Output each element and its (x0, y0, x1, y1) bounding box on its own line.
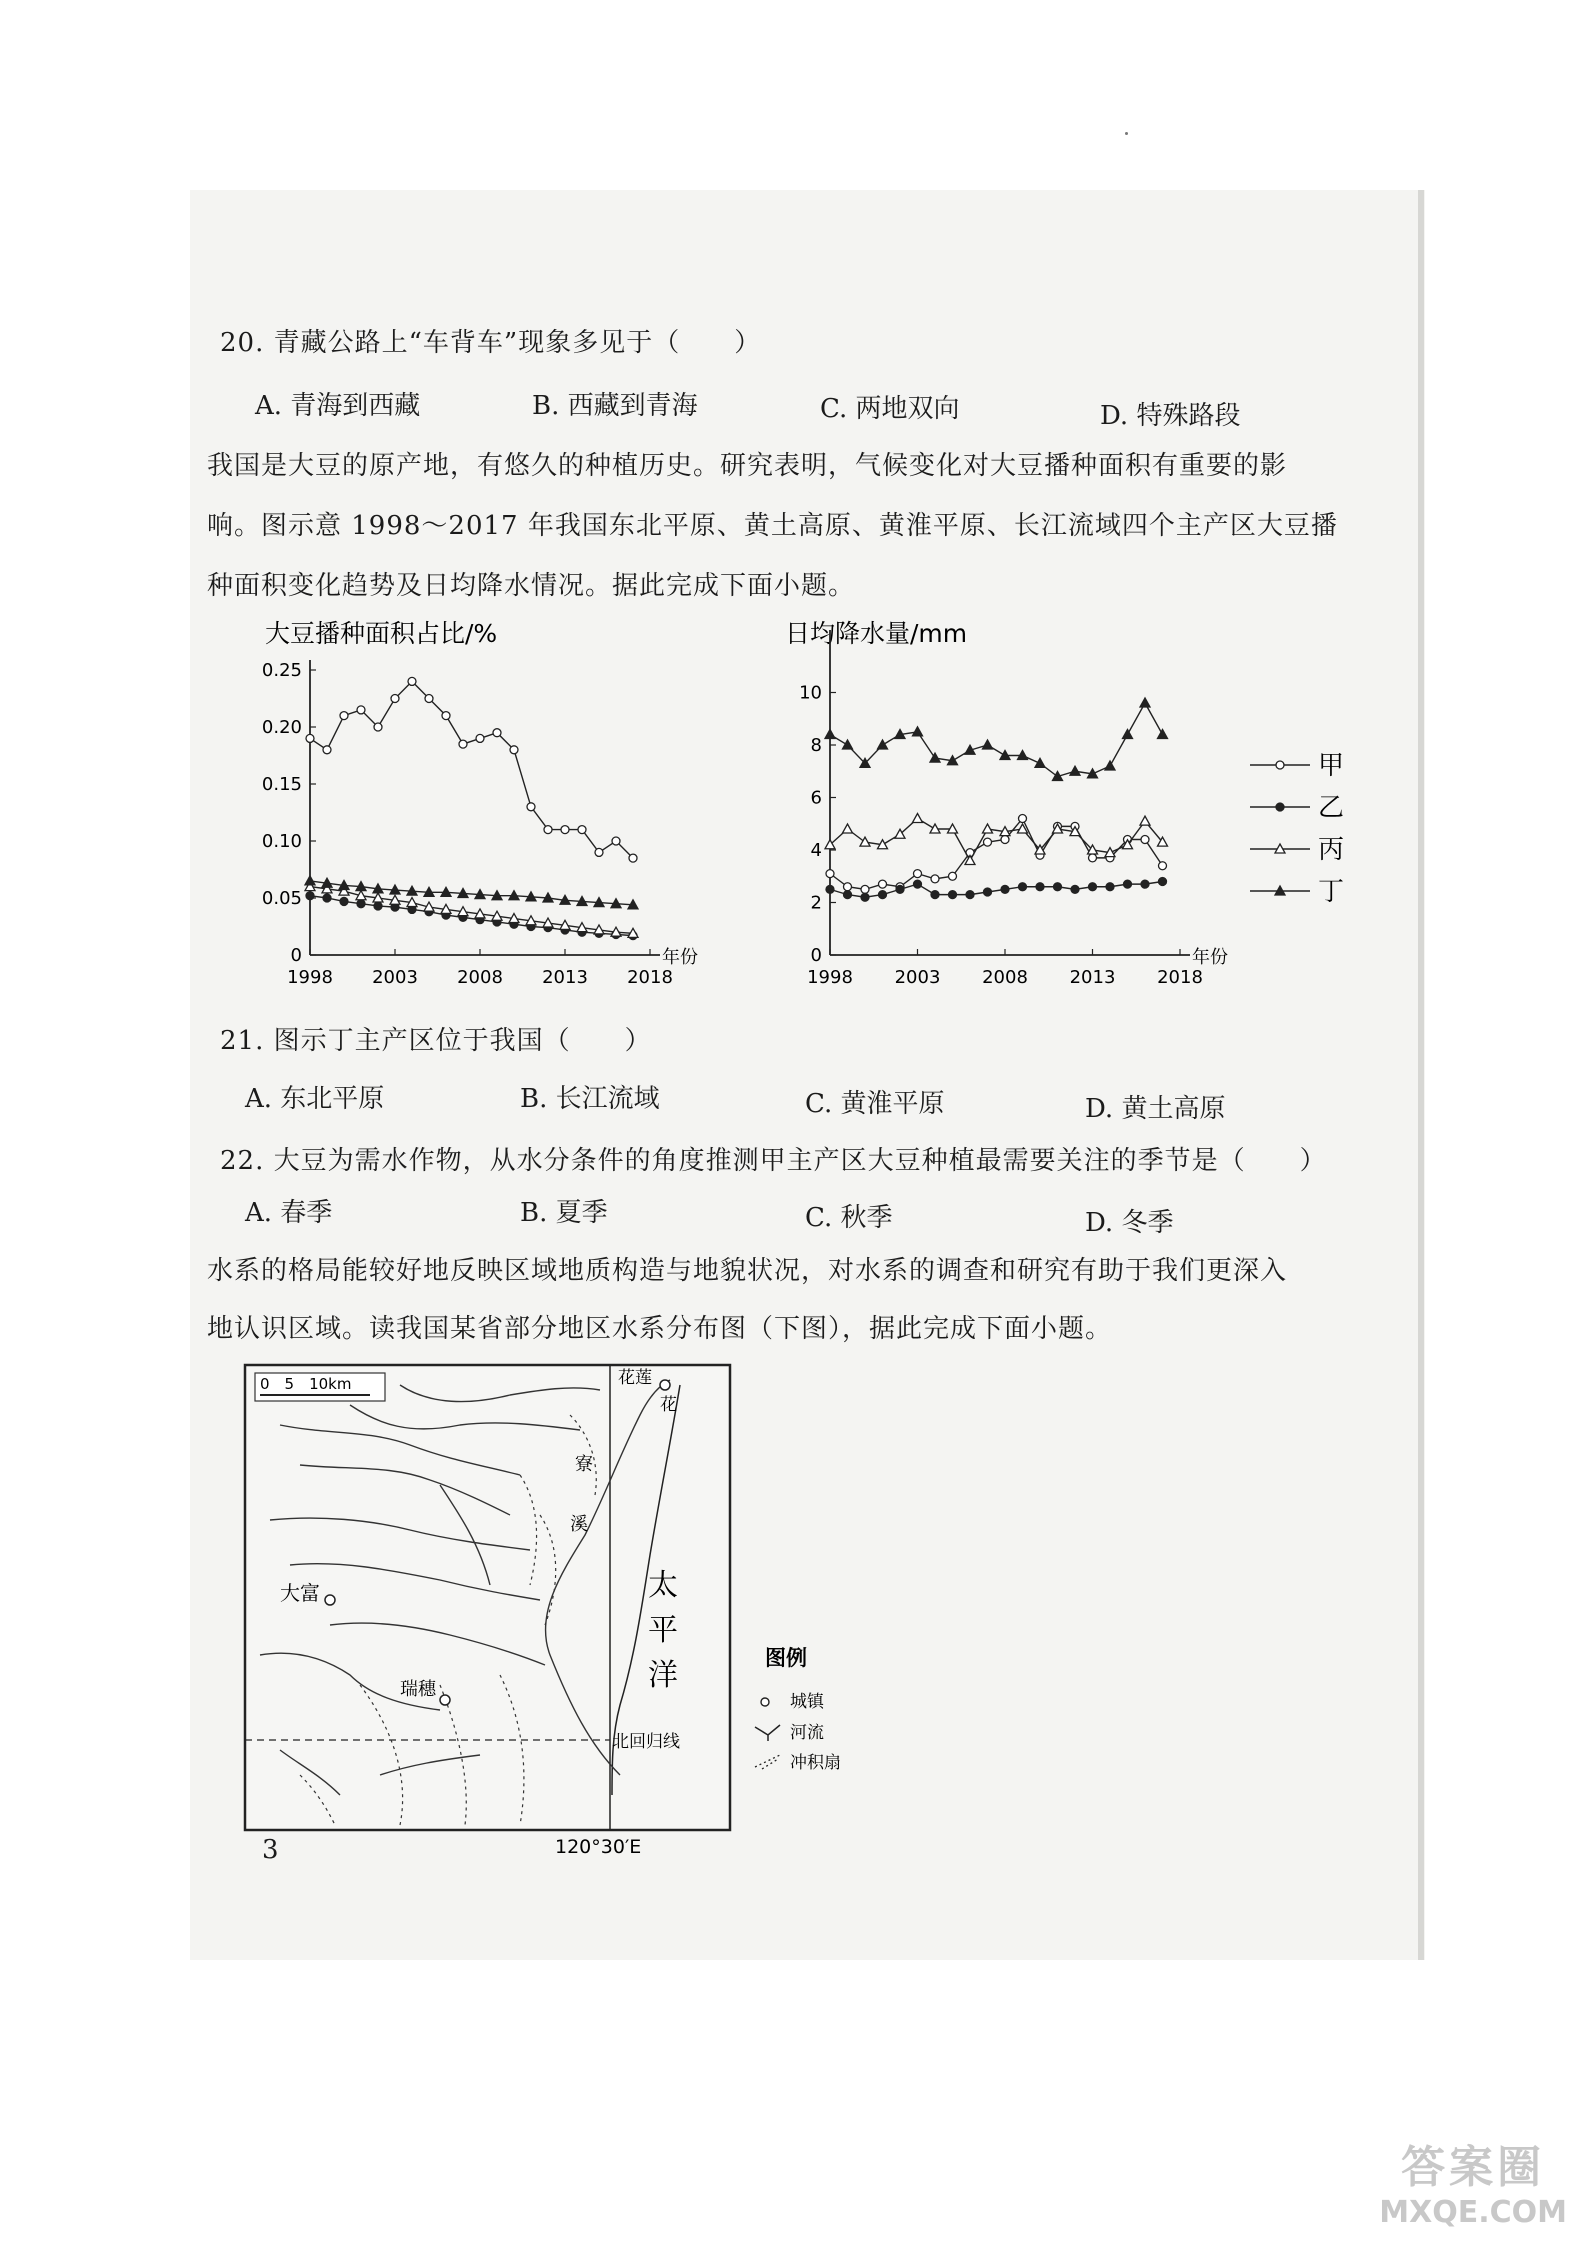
label-ping: 平 (648, 1613, 678, 1648)
chart-precipitation-svg (770, 610, 1410, 990)
chart1-x-tick-label: 2013 (542, 967, 588, 988)
chart2-series-3-point (1140, 698, 1150, 707)
chart1-title: 大豆播种面积占比/% (265, 619, 498, 648)
legend-river-label: 河流 (790, 1723, 824, 1743)
chart1-series-0-point (476, 734, 484, 742)
chart1-series-0-point (595, 848, 603, 856)
q21-option-c[interactable]: C. 黄淮平原 (805, 1089, 945, 1119)
chart2-x-tick-label: 1998 (807, 967, 853, 988)
chart2-series-1-point (844, 891, 852, 899)
chart1-y-tick-label: 0.25 (261, 660, 302, 681)
chart2-series-3-point (983, 740, 993, 749)
q22-stem: 22. 大豆为需水作物，从水分条件的角度推测甲主产区大豆种植最需要关注的季节是（ ） (220, 1146, 1327, 1176)
legend-marker-0 (1276, 761, 1284, 769)
q21-option-b[interactable]: B. 长江流域 (520, 1084, 660, 1114)
q22-option-c[interactable]: C. 秋季 (805, 1203, 893, 1233)
town-dafu-dot (325, 1595, 335, 1605)
chart2-series-1-point (1019, 883, 1027, 891)
chart1-series-0-point (612, 837, 620, 845)
chart2-series-1-point (1001, 885, 1009, 893)
chart2-series-0-point (826, 870, 834, 878)
town-ruisui-dot (440, 1695, 450, 1705)
chart1-series-3-point (305, 876, 315, 885)
chart2-series-2-point (913, 814, 923, 823)
chart1-y-tick-label: 0.15 (261, 774, 302, 795)
chart2-series-0-point (879, 880, 887, 888)
chart1-series-0-point (425, 695, 433, 703)
watermark (1379, 2131, 1567, 2230)
chart1-x-tick-label: 2008 (457, 967, 503, 988)
chart1-series-0-point (340, 712, 348, 720)
legend-town-label: 城镇 (790, 1692, 824, 1712)
chart1-series-0-point (493, 729, 501, 737)
paper-edge (1418, 190, 1424, 1960)
chart2-x-tick-label: 2008 (982, 967, 1028, 988)
chart2-series-1-point (896, 885, 904, 893)
chart1-series-1-point (340, 897, 348, 905)
chart2-series-1-point (879, 891, 887, 899)
chart2-series-1-point (949, 891, 957, 899)
label-tropic: 北回归线 (612, 1732, 680, 1752)
legend-town-symbol (761, 1698, 769, 1706)
watermark-bottom: MXQE.COM (1379, 2195, 1567, 2230)
speck (1125, 132, 1128, 135)
legend-label-3: 丁 (1318, 877, 1345, 907)
chart2-x-tick-label: 2013 (1069, 967, 1116, 988)
chart1-series-1-point (306, 892, 314, 900)
chart1-series-1-point (323, 894, 331, 902)
chart2-series-3-point (1035, 758, 1045, 767)
chart2-y-tick-label: 0 (810, 945, 822, 966)
chart2-series-0-point (861, 885, 869, 893)
chart2-series-1-point (1141, 880, 1149, 888)
chart2-series-1-point (861, 893, 869, 901)
chart1-y-tick-label: 0 (290, 945, 302, 966)
chart2-series-3-point (930, 753, 940, 762)
chart2-y-tick-label: 4 (810, 840, 822, 861)
chart1-x-tick-label: 1998 (287, 967, 333, 988)
chart1-series-0-point (306, 734, 314, 742)
legend-title: 图例 (765, 1646, 807, 1670)
chart2-series-2-point (860, 837, 870, 846)
intro1-line-3: 种面积变化趋势及日均降水情况。据此完成下面小题。 (207, 571, 856, 601)
chart2-x-tick-label: 2003 (894, 967, 941, 988)
chart2-series-0-point (844, 883, 852, 891)
q20-option-c[interactable]: C. 两地双向 (820, 394, 960, 424)
chart2-series-1-point (1106, 883, 1114, 891)
page-number: 3 (262, 1835, 279, 1865)
chart2-series-0-point (1141, 836, 1149, 844)
chart2-series-2-point (843, 824, 853, 833)
chart1-x-tick-label: 2003 (372, 967, 418, 988)
label-hualian: 花莲 (618, 1368, 652, 1388)
river-system-map (240, 1355, 900, 1855)
label-hua: 花 (660, 1395, 677, 1415)
chart1-x-tick-label: 2018 (627, 967, 673, 988)
chart2-series-0-point (1019, 815, 1027, 823)
chart2-series-1-point (914, 880, 922, 888)
label-yang: 洋 (648, 1658, 678, 1693)
chart1-y-tick-label: 0.10 (261, 831, 302, 852)
chart2-series-0-point (949, 872, 957, 880)
chart1-series-0-point (510, 746, 518, 754)
chart2-series-1-point (1071, 885, 1079, 893)
watermark-top: 答案圈 (1401, 2142, 1546, 2193)
q20-option-a[interactable]: A. 青海到西藏 (255, 391, 421, 421)
chart2-series-0-point (1159, 862, 1167, 870)
intro1-line-2: 响。图示意 1998～2017 年我国东北平原、黄土高原、黄淮平原、长江流域四个主产区大豆播 (207, 511, 1338, 541)
q22-option-d[interactable]: D. 冬季 (1085, 1208, 1174, 1238)
chart1-series-0-point (442, 712, 450, 720)
chart1-series-0-point (374, 723, 382, 731)
label-longitude: 120°30′E (555, 1836, 642, 1855)
river-map-svg (240, 1355, 900, 1855)
label-xi: 溪 (570, 1514, 588, 1535)
chart2-y-tick-label: 8 (810, 735, 822, 756)
chart1-series-0-point (459, 740, 467, 748)
chart2-series-0-point (931, 875, 939, 883)
chart2-series-1-point (1089, 883, 1097, 891)
chart1-y-tick-label: 0.05 (261, 888, 302, 909)
chart2-y-tick-label: 6 (810, 787, 822, 809)
q21-stem: 21. 图示丁主产区位于我国（ ） (220, 1026, 652, 1056)
chart2-series-3-point (913, 727, 923, 736)
legend-label-2: 丙 (1318, 835, 1345, 865)
chart2-series-1-point (966, 891, 974, 899)
chart1-series-0-point (527, 803, 535, 811)
chart1-series-0-point (578, 826, 586, 834)
chart2-series-1-point (1159, 878, 1167, 886)
chart1-series-0-point (544, 826, 552, 834)
scale-text: 0 5 10km (260, 1375, 352, 1393)
legend-river-symbol (755, 1725, 780, 1741)
intro1-line-1: 我国是大豆的原产地，有悠久的种植历史。研究表明，气候变化对大豆播种面积有重要的影 (207, 451, 1288, 481)
chart1-x-label: 年份 (662, 947, 698, 968)
chart2-series-3-point (1105, 761, 1115, 770)
chart2-series-3-point (1158, 730, 1168, 739)
chart2-series-0-point (1089, 854, 1097, 862)
label-tai: 太 (648, 1568, 678, 1603)
chart2-series-2-point (1140, 816, 1150, 825)
chart2-y-tick-label: 10 (799, 682, 822, 704)
chart1-series-0-point (408, 677, 416, 685)
chart1-series-0-point (391, 695, 399, 703)
label-ruisui: 瑞穗 (400, 1679, 436, 1700)
chart1-series-0-point (561, 826, 569, 834)
chart2-series-0-point (1001, 836, 1009, 844)
chart2-series-3-point (825, 730, 835, 739)
chart1-series-0-point (629, 854, 637, 862)
legend-label-1: 乙 (1318, 793, 1345, 823)
q21-option-d[interactable]: D. 黄土高原 (1085, 1094, 1226, 1124)
chart2-series-1-point (931, 891, 939, 899)
legend-fan-symbol (755, 1755, 780, 1769)
chart2-series-2-point (983, 824, 993, 833)
chart-precipitation (770, 610, 1410, 990)
chart2-series-1-point (1054, 883, 1062, 891)
chart1-series-0-point (323, 746, 331, 754)
chart2-series-1-point (1036, 883, 1044, 891)
chart1-series-0-point (357, 706, 365, 714)
chart2-series-1-point (826, 885, 834, 893)
q20-stem: 20. 青藏公路上“车背车”现象多见于（ ） (220, 328, 762, 358)
chart2-x-tick-label: 2018 (1157, 967, 1203, 988)
chart2-series-1-point (1124, 880, 1132, 888)
chart2-series-3-point (878, 740, 888, 749)
chart2-y-tick-label: 2 (810, 892, 822, 914)
chart1-y-tick-label: 0.20 (261, 717, 302, 738)
legend-fan-label: 冲积扇 (790, 1753, 841, 1773)
chart2-series-1-point (984, 888, 992, 896)
legend-label-0: 甲 (1318, 751, 1345, 781)
chart-soybean-area (230, 610, 710, 990)
chart2-series-3-point (1123, 730, 1133, 739)
q20-option-b[interactable]: B. 西藏到青海 (532, 391, 698, 421)
label-liao: 寮 (575, 1454, 593, 1475)
q22-option-b[interactable]: B. 夏季 (520, 1198, 608, 1228)
chart2-x-label: 年份 (1192, 947, 1228, 968)
chart2-series-3-point (1070, 766, 1080, 775)
legend-marker-1 (1276, 803, 1284, 811)
q21-option-a[interactable]: A. 东北平原 (245, 1084, 385, 1114)
chart2-series-0-point (984, 838, 992, 846)
chart2-title: 日均降水量/mm (785, 619, 968, 648)
chart-soybean-area-svg (230, 610, 710, 990)
intro2-line-1: 水系的格局能较好地反映区域地质构造与地貌状况，对水系的调查和研究有助于我们更深入 (207, 1256, 1288, 1286)
chart1-series-1-point (357, 900, 365, 908)
town-hualian-dot (660, 1380, 670, 1390)
q22-option-a[interactable]: A. 春季 (245, 1198, 333, 1228)
q20-option-d[interactable]: D. 特殊路段 (1100, 401, 1241, 431)
intro2-line-2: 地认识区域。读我国某省部分地区水系分布图（下图），据此完成下面小题。 (207, 1314, 1113, 1344)
label-dafu: 大富 (280, 1581, 320, 1605)
chart1-series-1-point (374, 902, 382, 910)
chart2-series-3-point (843, 740, 853, 749)
chart2-series-0-point (914, 870, 922, 878)
